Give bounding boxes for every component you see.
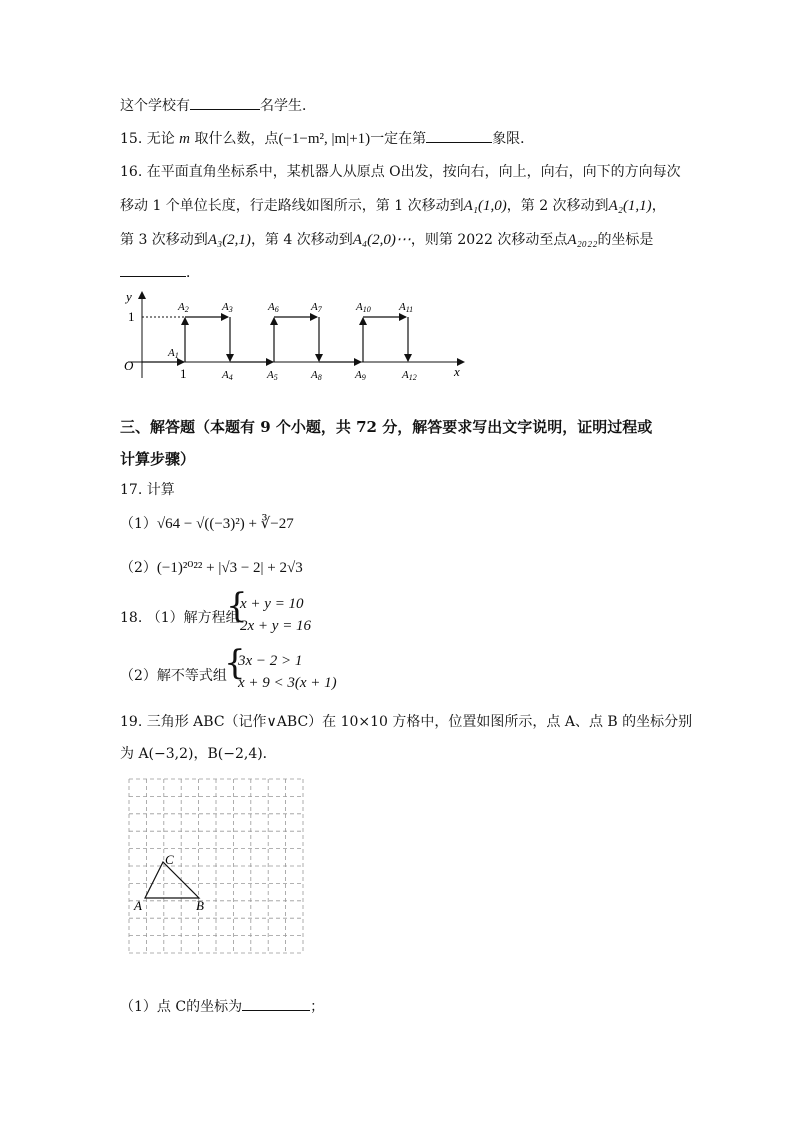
q15-text-after: 象限． [492,131,535,147]
q17-part1-label: （1） [120,516,157,532]
q18-part2-eq2: x + 9 < 3(x + 1) [238,675,337,691]
q15-number: 15. [120,131,143,147]
q18-part2-eq1: 3x − 2 > 1 [238,653,303,669]
q14-text-after: 名学生． [260,98,316,114]
q16-point-a3: A₃(2,1) [207,232,251,248]
q15-point: (−1−m², |m|+1) [278,131,371,147]
q17-part1-expression: √64 − √((−3)²) + ∛−27 [156,516,294,532]
q16-point-a1: A₁(1,0) [463,198,507,214]
svg-text:A8: A8 [311,369,322,382]
brace-icon: { [226,586,248,626]
q16-answer-blank[interactable] [120,262,186,277]
svg-text:A10: A10 [356,301,371,314]
q16-point-a4: A₄(2,0)⋯ [352,232,411,248]
q19-sub1-text: （1）点 C的坐标为 [120,999,243,1015]
triangle-abc [145,862,199,898]
q16-point-a2: A₂(1,1) [608,198,652,214]
y-tick-1: 1 [128,309,135,324]
q16-text-line4: ． [186,265,200,281]
q17-part2-expression: (−1)²⁰²² + |√3 − 2| + 2√3 [156,560,303,576]
q16-text-line1: 在平面直角坐标系中，某机器人从原点 O出发，按向右，向上，向右，向下的方向每次 [146,164,681,180]
label-a1: A1 [168,347,179,360]
vertex-c-label: C [165,852,174,867]
label-a1-sub: 1 [174,351,179,360]
q16-line4 [120,262,200,283]
top-labels [177,301,413,314]
path-segments [142,317,408,362]
q14-tail [120,95,316,116]
x-tick-1: 1 [180,366,187,381]
q19-sub1 [120,996,324,1017]
q19-line2: 为 A(−3,2)，B(−2,4)． [120,746,277,762]
origin-label: O [124,358,134,373]
figure-16-robot-path [118,286,478,382]
q14-answer-blank[interactable] [190,95,260,110]
svg-text:A6: A6 [268,301,279,314]
q18-part2-system [224,643,364,697]
bottom-labels [221,369,417,382]
y-axis-label: y [126,289,132,304]
q17-part2-label: （2） [120,560,157,576]
svg-text:A9: A9 [355,369,366,382]
vertex-b-label: B [196,898,204,913]
svg-text:A2: A2 [178,301,189,314]
svg-text:A5: A5 [267,369,278,382]
svg-text:A4: A4 [222,369,233,382]
q15-answer-blank[interactable] [426,128,492,143]
q16-text-line3a: 第 3 次移动到 [120,232,208,248]
q18-part1-eq1: x + y = 10 [240,596,304,612]
q16-point-a2022: A₂₀₂₂ [567,232,598,248]
x-axis-label: x [454,364,460,379]
q18-part1-eq2: 2x + y = 16 [240,618,312,634]
q15-text-mid: 取什么数，点 [194,131,279,147]
q15-text-before: 无论 [146,131,175,147]
q15-text-mid2: 一定在第 [370,131,427,147]
q16-number: 16. [120,164,143,180]
svg-text:A3: A3 [222,301,233,314]
q19-line1: 19. 三角形 ABC（记作∨ABC）在 10×10 方格中，位置如图所示，点 A、点 B 的坐标分别 [120,714,693,730]
svg-text:A12: A12 [402,369,417,382]
figure-19-grid [126,776,306,956]
brace-icon: { [224,643,246,683]
q16-text-line2c: ， [651,198,666,214]
q16-text-line3d: 的坐标是 [597,232,654,248]
q16-line2 [120,196,666,216]
q16-text-line3b: ，第 4 次移动到 [250,232,353,248]
q17-part1 [120,514,294,534]
vertex-a-label: A [134,898,142,913]
grid-lines [129,779,303,953]
q18-part2-label: （2）解不等式组 [120,668,227,684]
q19-sub1-after: ； [310,999,325,1015]
q17-part2 [120,558,303,578]
q16-text-line2b: ，第 2 次移动到 [506,198,609,214]
q15-variable: m [179,131,191,147]
q16-line1 [120,162,681,182]
q16-line3 [120,230,653,250]
q19-sub1-answer-blank[interactable] [242,996,310,1011]
q17-title: 17. 计算 [120,482,175,498]
section-3-heading-line2: 计算步骤） [120,450,196,468]
q18-part1-label: 18. （1）解方程组 [120,610,240,626]
question-15 [120,128,534,149]
q14-text-before: 这个学校有 [120,98,190,114]
svg-text:A11: A11 [399,301,414,314]
section-3-heading-line1: 三、解答题（本题有 9 个小题，共 72 分，解答要求写出文字说明，证明过程或 [120,418,653,436]
q16-text-line3c: ，则第 2022 次移动至点 [410,232,568,248]
q18-part1-system [226,586,346,640]
svg-text:A7: A7 [311,301,322,314]
q16-text-line2a: 移动 1 个单位长度，行走路线如图所示，第 1 次移动到 [120,198,464,214]
